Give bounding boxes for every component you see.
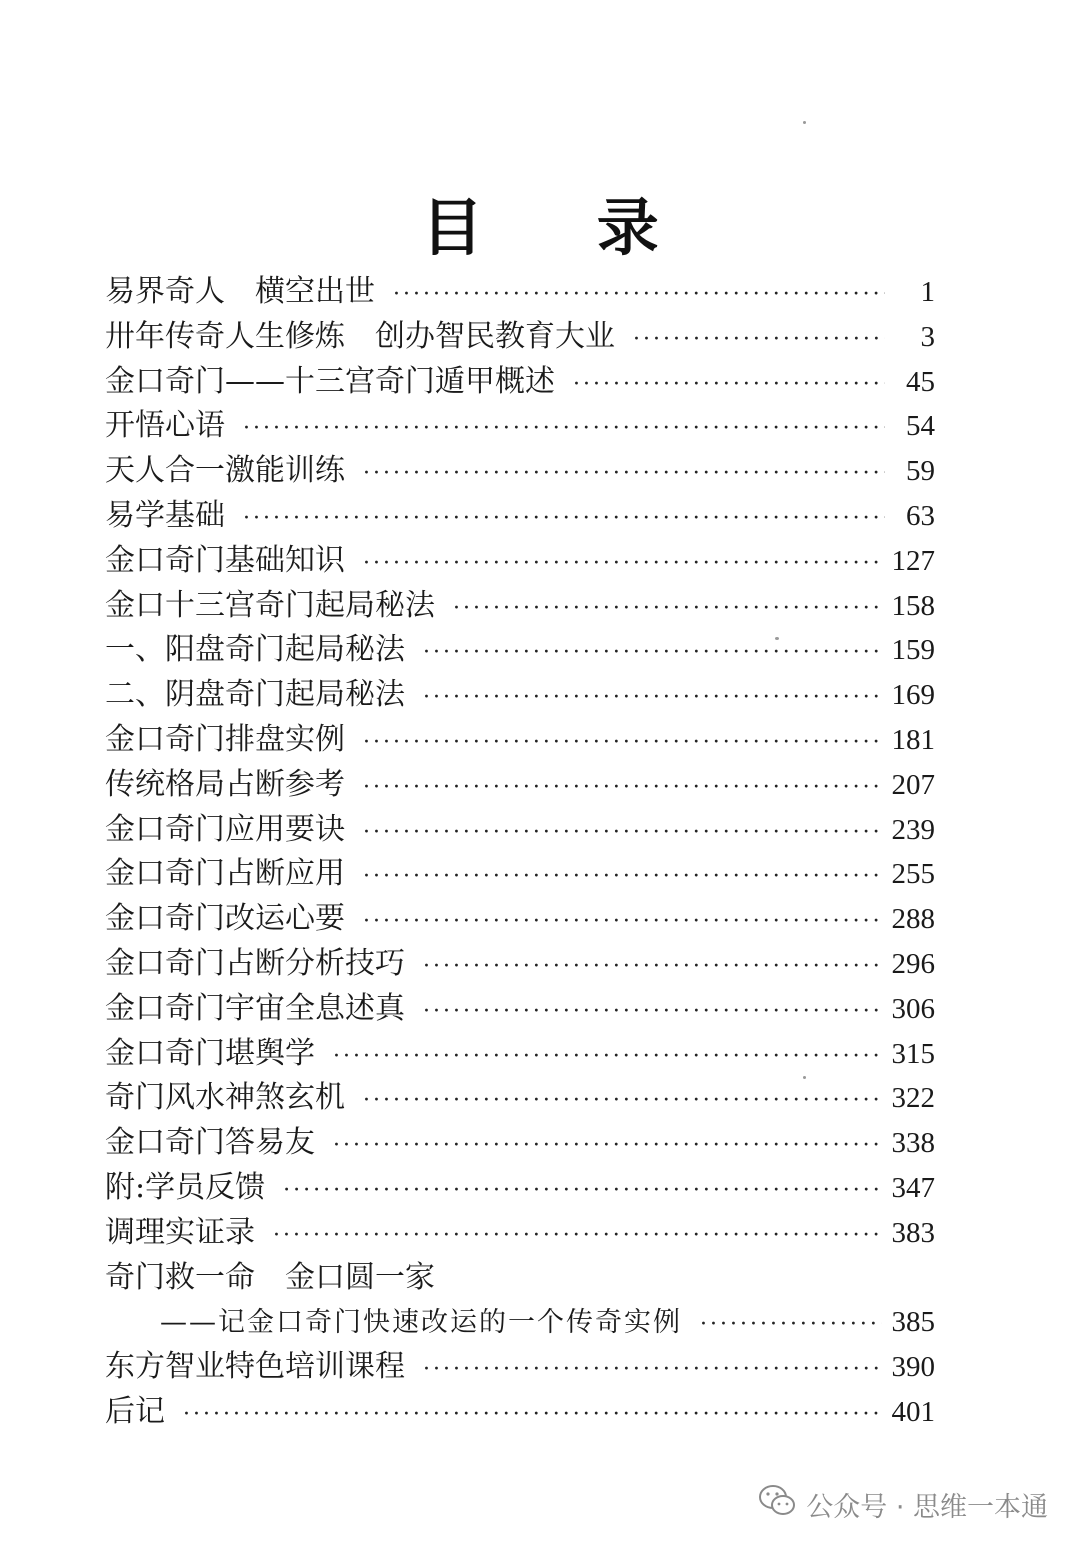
toc-entry-label: 天人合一激能训练 [105,453,345,489]
toc-leader-dots [423,676,882,721]
toc-entry-label: 易界奇人 横空出世 [105,274,375,309]
toc-leader-dots [363,766,882,811]
toc-entry-label: 易学基础 [105,497,225,533]
toc-entry [105,763,935,808]
toc-entry-label: 传统格局占断参考 [105,766,345,802]
toc-page-number: 288 [891,903,935,936]
toc-leader-dots [363,721,882,766]
scan-speck [803,1076,806,1079]
toc-leader-dots [453,587,882,632]
toc-entry [105,1076,935,1121]
toc-entry [105,315,935,360]
toc-entry [105,852,935,897]
toc-entry-label: 金口奇门答易友 [105,1125,315,1161]
toc-entry [105,404,935,449]
toc-entry-label: 东方智业特色培训课程 [105,1349,405,1385]
toc-leader-dots [333,1124,882,1169]
toc-entry-label: 奇门风水神煞玄机 [105,1080,345,1116]
toc-leader-dots [273,1214,882,1259]
toc-leader-dots [243,497,885,542]
toc-page-number: 383 [891,1216,935,1249]
toc-entry-label: 金口奇门——十三宫奇门遁甲概述 [105,363,555,399]
toc-entry [105,584,935,629]
toc-page-number: 181 [891,723,935,756]
toc-entry-label: 后记 [105,1393,165,1429]
toc-page-number: 127 [891,544,935,577]
toc-entry [105,987,935,1032]
table-of-contents [105,270,935,1435]
toc-page-number: 315 [891,1037,935,1070]
watermark [758,1484,1048,1525]
toc-page-number: 45 [906,365,935,398]
toc-leader-dots [573,363,885,408]
toc-entry-label: 奇门救一命 金口圆一家 [105,1259,435,1295]
toc-leader-dots [633,318,885,363]
toc-leader-dots [423,1348,882,1393]
toc-entry-label: 金口奇门占断分析技巧 [105,945,405,981]
toc-leader-dots [333,1035,882,1080]
toc-entry [105,539,935,584]
toc-entry [105,628,935,673]
toc-page-number: 59 [906,455,935,488]
toc-leader-dots [183,1393,882,1438]
toc-leader-dots [283,1169,881,1214]
toc-entry [105,808,935,853]
toc-entry-label: 调理实证录 [105,1214,255,1250]
toc-page-number: 54 [906,410,935,443]
toc-page-number: 322 [891,1082,935,1115]
scan-speck [775,637,779,640]
toc-entry-label: 一、阳盘奇门起局秘法 [105,632,405,668]
toc-leader-dots [423,945,882,990]
toc-entry [105,897,935,942]
toc-leader-dots [363,900,882,945]
toc-entry [105,270,935,315]
scan-speck [803,121,806,124]
toc-leader-dots [363,542,882,587]
toc-entry-label: 金口奇门堪舆学 [105,1035,315,1071]
toc-entry [105,1166,935,1211]
watermark-text: 公众号 · 思维一本通 [806,1492,1048,1523]
toc-page-number: 306 [891,992,935,1025]
toc-entry [105,1121,935,1166]
toc-page-number: 158 [891,589,935,622]
toc-page-number: 401 [891,1395,935,1428]
toc-entry-label: 金口奇门占断应用 [105,856,345,892]
toc-page-number: 255 [891,858,935,891]
toc-leader-dots [363,855,882,900]
toc-leader-dots [243,407,885,452]
toc-entry [105,673,935,718]
toc-entry-label: 开悟心语 [105,408,225,444]
toc-entry-label: 金口奇门应用要诀 [105,811,345,847]
toc-page-number: 207 [891,768,935,801]
toc-leader-dots [363,1079,882,1124]
toc-page-number: 296 [891,947,935,980]
toc-page-number: 159 [891,634,935,667]
toc-page-number: 338 [891,1127,935,1160]
toc-entry [105,360,935,405]
toc-entry-label: 金口奇门宇宙全息述真 [105,990,405,1026]
toc-page-number: 385 [891,1306,935,1339]
toc-leader-dots [700,1303,882,1348]
toc-entry-subtitle [105,1300,935,1345]
toc-page-number: 347 [891,1171,935,1204]
toc-page-number: 239 [891,813,935,846]
toc-entry [105,449,935,494]
toc-page-number: 63 [906,499,935,532]
toc-entry-label: ——记金口奇门快速改运的一个传奇实例 [160,1307,682,1339]
toc-entry [105,1345,935,1390]
toc-entry [105,1032,935,1077]
toc-entry-label: 金口奇门排盘实例 [105,721,345,757]
toc-entry-label: 金口十三宫奇门起局秘法 [105,587,435,623]
toc-entry-label: 卅年传奇人生修炼 创办智民教育大业 [105,318,615,354]
toc-leader-dots [423,631,882,676]
toc-entry [105,494,935,539]
toc-entry [105,1390,935,1435]
toc-page-number: 3 [920,320,935,353]
toc-entry [105,1256,935,1301]
toc-entry-label: 金口奇门基础知识 [105,542,345,578]
toc-page-number: 169 [891,679,935,712]
toc-page-number: 1 [920,276,935,308]
toc-entry-label: 金口奇门改运心要 [105,901,345,937]
toc-entry-label: 二、阴盘奇门起局秘法 [105,677,405,713]
toc-entry [105,942,935,987]
toc-entry-label: 附:学员反馈 [105,1169,266,1205]
toc-page-number: 390 [891,1351,935,1384]
toc-entry [105,1211,935,1256]
toc-leader-dots [363,811,882,856]
toc-leader-dots [363,452,885,497]
wechat-icon [758,1484,796,1525]
toc-leader-dots [423,990,882,1035]
toc-entry [105,718,935,763]
page-title: 目 录 [421,191,705,264]
toc-leader-dots [393,273,885,318]
